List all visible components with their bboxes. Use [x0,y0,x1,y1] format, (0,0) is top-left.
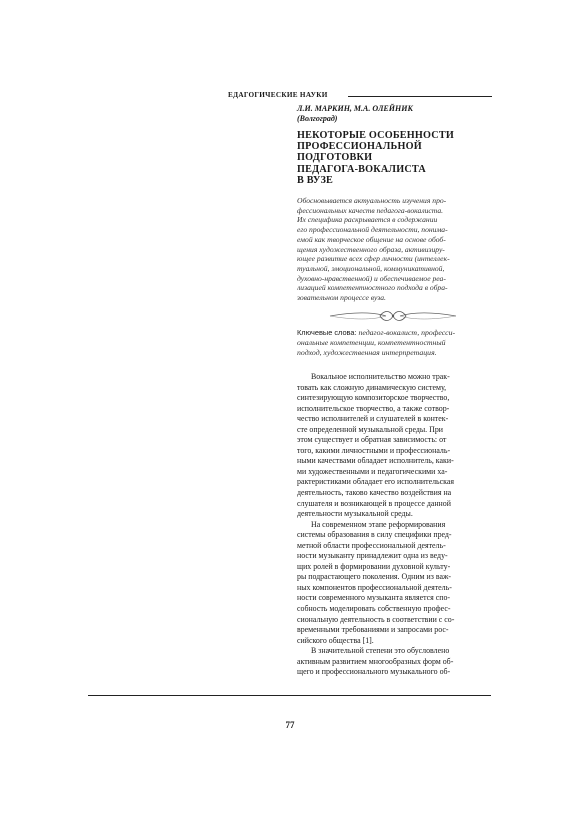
body-line: синтезирующую композиторское творчество, [297,393,450,403]
body-line: щего и профессионального музыкального об- [297,667,451,677]
body-line: ры подрастающего поколения. Одним из важ- [297,572,452,582]
decorative-ornament [328,309,458,323]
body-line: сиональную деятельность в соответствии с со- [297,614,455,624]
authors-block [297,104,497,123]
body-line: щих ролей в формировании духовной культу- [297,561,451,571]
body-line: активным развитием многообразных форм об- [297,656,454,666]
abstract-line: духовно-нравственной) и обеспечиваемое реа- [297,273,446,283]
abstract-line: лизацией компетентностного подхода в обра- [297,283,448,293]
body-line: сте определенной музыкальной среды. При [297,424,443,434]
footer-rule [88,695,491,696]
abstract-line: Их специфика раскрывается в содержании [297,215,438,225]
body-line: слушателя и возникающей в процессе данной [297,498,451,508]
keywords-block [297,328,492,358]
body-line: того, какими личностными и профессиональ- [297,445,451,455]
body-line: деятельность, таково качество воздействия на [297,488,452,498]
abstract-line: емой как творческое общение на основе обоб- [297,234,446,244]
body-line: деятельности музыкальной среды. [297,509,413,519]
title-line: ПОДГОТОВКИ [297,152,373,164]
body-line: рактеристиками обладает его исполнительская [297,477,454,487]
running-header [228,91,492,103]
body-line: товать как сложную динамическую систему, [297,382,447,392]
body-line: ности современного музыканта является спо- [297,593,451,603]
body-line: временными требованиями и запросами рос- [297,625,449,635]
title-line: В ВУЗЕ [297,174,334,186]
article-title [297,130,507,186]
abstract-line: туальной, эмоциональной, коммуникативной, [297,263,445,273]
abstract-line: фессиональных качеств педагога-вокалиста. [297,205,444,215]
body-line: чество исполнителей и слушателей в контек- [297,414,449,424]
title-line: ПРОФЕССИОНАЛЬНОЙ [297,141,422,153]
title-line: ПЕДАГОГА-ВОКАЛИСТА [297,163,426,175]
abstract-line: его профессиональной деятельности, понима- [297,225,448,235]
article-body [297,372,493,678]
body-line: ными качествами обладает исполнитель, каки- [297,456,454,466]
abstract [297,196,490,303]
body-line: исполнительское творчество, а также сотвор- [297,403,450,413]
body-line: сийского общества [1]. [297,635,374,645]
keywords-line: ональные компетенции, компетентностный [297,338,446,347]
section-title: ЕДАГОГИЧЕСКИЕ НАУКИ [228,91,328,99]
page-number: 77 [285,720,295,730]
keywords-label: Ключевые слова: [297,328,357,337]
body-line: ности музыканту принадлежит одна из веду- [297,551,448,561]
abstract-line: Обосновывается актуальность изучения про- [297,196,447,205]
body-line: собность моделировать собственную профес- [297,604,451,614]
keywords-text: педагог-вокалист, професси- [358,328,456,337]
abstract-line: ющее развитие всех сфер личности (интеллек- [297,254,450,264]
header-rule [348,96,492,97]
abstract-line: щения художественного образа, активизиру- [297,244,445,254]
title-line: НЕКОТОРЫЕ ОСОБЕННОСТИ [297,130,454,141]
author-city: (Волгоград) [297,113,338,123]
abstract-line: зовательном процессе вуза. [297,293,386,303]
author-names: Л.И. МАРКИН, М.А. ОЛЕЙНИК [297,104,413,113]
body-line: На современном этапе реформирования [311,519,446,529]
body-line: системы образования в силу специфики пред- [297,530,452,540]
body-line: ми художественными и педагогическими ха- [297,466,448,476]
keywords-line: подход, художественная интерпретация. [297,348,437,357]
body-line: метной области профессиональной деятель- [297,540,446,550]
body-line: ных компонентов профессиональной деятель- [297,582,452,592]
body-line: Вокальное исполнительство можно трак- [311,372,450,381]
body-line: В значительной степени это обусловлено [311,646,450,656]
body-line: этом существует и обратная зависимость: от [297,435,447,445]
